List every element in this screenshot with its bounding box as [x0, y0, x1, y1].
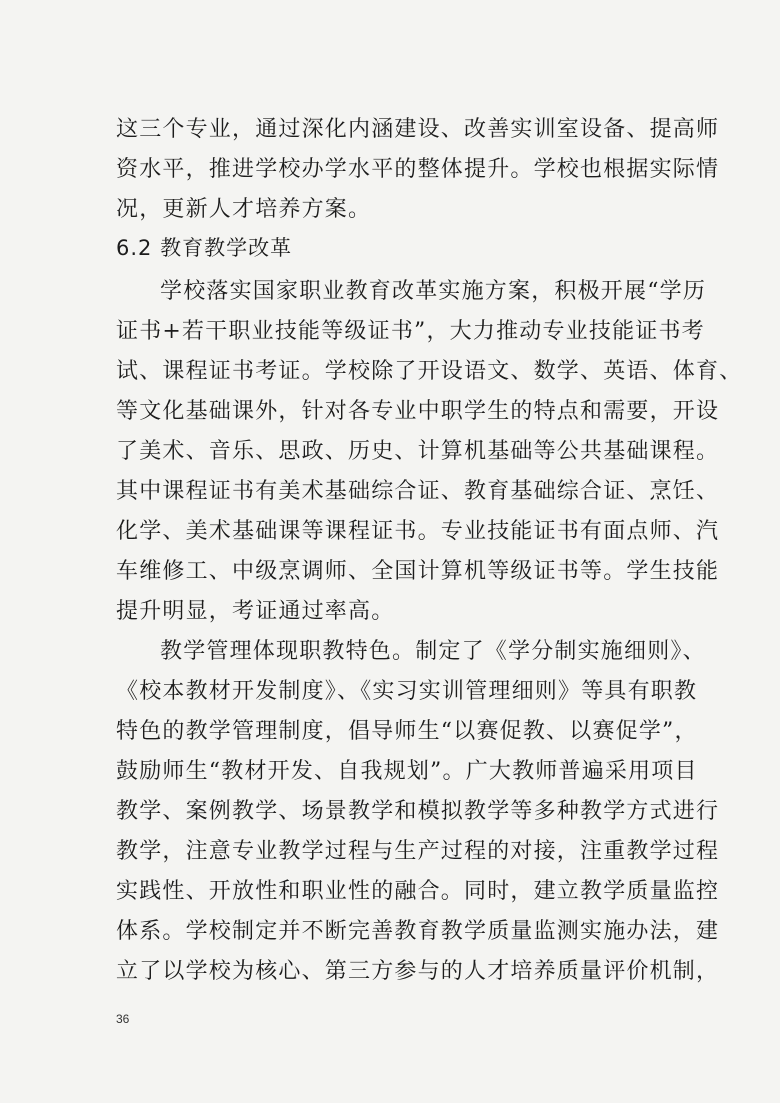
text-line: 教学管理体现职教特色。制定了《学分制实施细则》、 [160, 639, 706, 664]
text-line: 特色的教学管理制度，倡导师生“以赛促教、以赛促学”， [116, 719, 698, 744]
text-line: 鼓励师生“教材开发、自我规划”。广大教师普遍采用项目 [116, 759, 698, 784]
text-line: 提升明显，考证通过率高。 [116, 599, 395, 624]
section-heading: 6.2 教育教学改革 [116, 236, 293, 260]
text-line: 证书+若干职业技能等级证书”，大力推动专业技能证书考 [116, 319, 705, 344]
text-line: 资水平，推进学校办学水平的整体提升。学校也根据实际情 [116, 157, 720, 182]
text-line: 体系。学校制定并不断完善教育教学质量监测实施办法，建 [116, 919, 720, 944]
page-number: 36 [116, 1012, 130, 1026]
text-line: 了美术、音乐、思政、历史、计算机基础等公共基础课程。 [116, 439, 720, 464]
text-line: 况，更新人才培养方案。 [116, 197, 372, 222]
text-line: 等文化基础课外，针对各专业中职学生的特点和需要，开设 [116, 399, 720, 424]
text-line: 学校落实国家职业教育改革实施方案，积极开展“学历 [160, 279, 707, 304]
text-line: 立了以学校为核心、第三方参与的人才培养质量评价机制， [116, 959, 720, 984]
text-line: 化学、美术基础课等课程证书。专业技能证书有面点师、汽 [116, 519, 720, 544]
text-line: 车维修工、中级烹调师、全国计算机等级证书等。学生技能 [116, 559, 720, 584]
text-line: 实践性、开放性和职业性的融合。同时，建立教学质量监控 [116, 879, 720, 904]
text-line: 教学，注意专业教学过程与生产过程的对接，注重教学过程 [116, 839, 720, 864]
text-line: 试、课程证书考证。学校除了开设语文、数学、英语、体育、 [116, 359, 743, 384]
text-line: 教学、案例教学、场景教学和模拟教学等多种教学方式进行 [116, 799, 720, 824]
text-line: 其中课程证书有美术基础综合证、教育基础综合证、烹饪、 [116, 479, 720, 504]
text-line: 这三个专业，通过深化内涵建设、改善实训室设备、提高师 [116, 117, 720, 142]
text-line: 《校本教材开发制度》、《实习实训管理细则》等具有职教 [116, 679, 698, 704]
